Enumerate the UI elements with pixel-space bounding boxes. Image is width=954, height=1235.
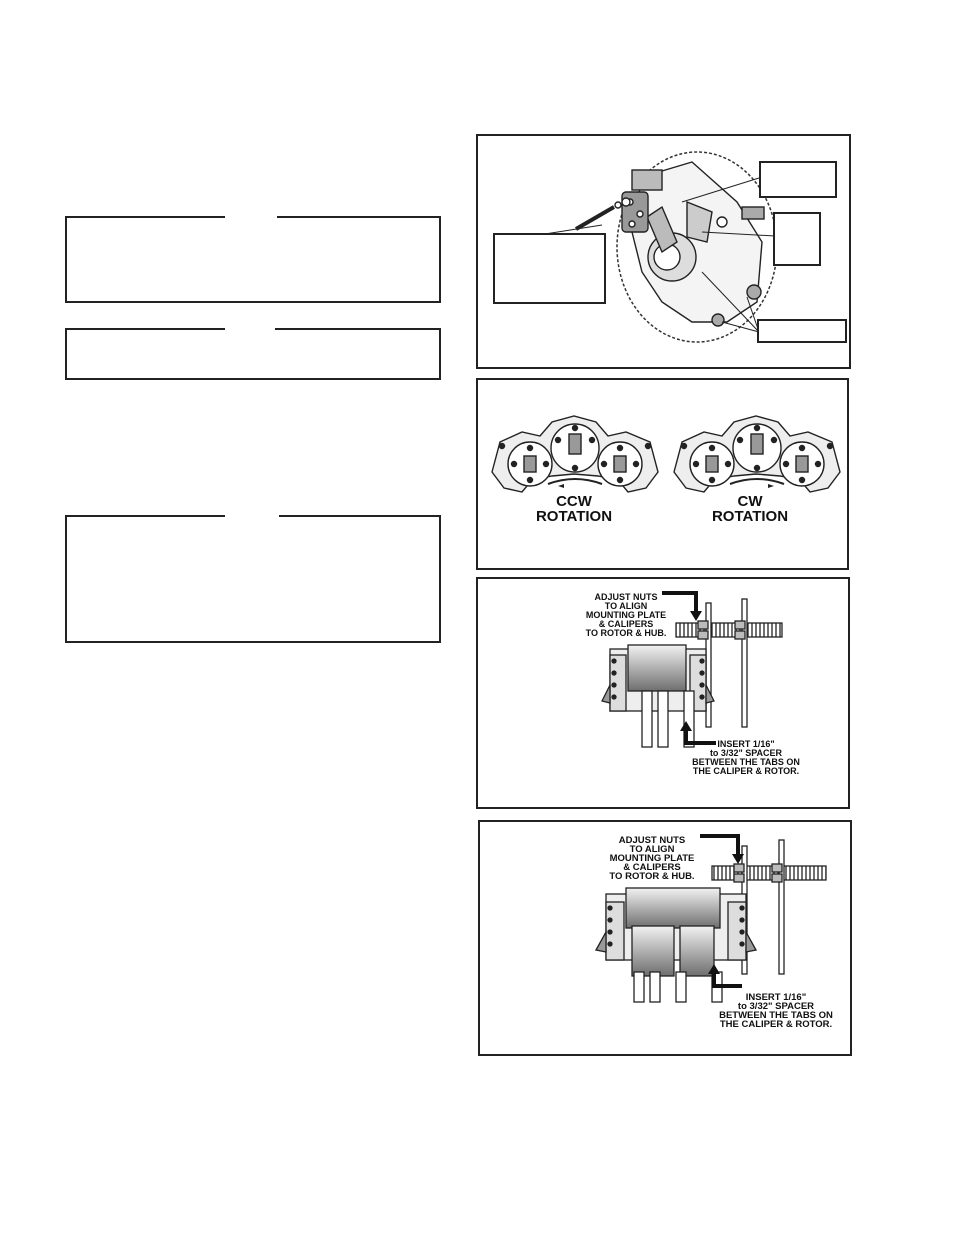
callout-label-middle-right xyxy=(773,212,821,266)
warning-box-title-gap xyxy=(225,215,277,221)
adjust-note-line-2: TO ALIGN xyxy=(604,601,648,611)
spacer-note-line-1: INSERT 1/16" xyxy=(745,992,807,1003)
dual-caliper-illustration xyxy=(480,822,854,1058)
adjust-note-line-1: ADJUST NUTS xyxy=(618,835,686,846)
spacer-note-line-2: to 3/32" SPACER xyxy=(737,1001,815,1012)
adjust-note-line-4: & CALIPERS xyxy=(623,862,681,873)
figure-dual-caliper-alignment xyxy=(478,820,852,1056)
callout-label-bottom-right xyxy=(757,319,847,343)
rotation-illustration xyxy=(478,380,851,572)
callout-label-top-right xyxy=(759,161,837,198)
caution-box xyxy=(65,328,441,380)
cw-label-line1: CW xyxy=(737,493,763,510)
caution-box-title-gap xyxy=(225,327,275,333)
ccw-label-line1: CCW xyxy=(556,493,592,510)
spacer-note-line-2: to 3/32" SPACER xyxy=(709,748,783,758)
adjust-note-line-5: TO ROTOR & HUB. xyxy=(585,628,667,638)
callout-label-left xyxy=(493,233,606,304)
spacer-note-line-1: INSERT 1/16" xyxy=(717,739,775,749)
spacer-note-line-3: BETWEEN THE TABS ON xyxy=(692,757,800,767)
adjust-note-line-3: MOUNTING PLATE xyxy=(609,853,695,864)
figure-brake-assembly xyxy=(476,134,851,369)
adjust-note-line-3: MOUNTING PLATE xyxy=(585,610,667,620)
adjust-note-line-4: & CALIPERS xyxy=(598,619,654,629)
cw-label-line2: ROTATION xyxy=(711,508,789,525)
figure-rotation xyxy=(476,378,849,570)
adjust-arrow-icon xyxy=(690,611,702,621)
spacer-note-line-4: THE CALIPER & ROTOR. xyxy=(719,1019,833,1030)
spacer-note-line-4: THE CALIPER & ROTOR. xyxy=(692,766,800,776)
note-box xyxy=(65,515,441,643)
note-box-title-gap xyxy=(225,514,279,520)
figure-single-caliper-alignment xyxy=(476,577,850,809)
ccw-label-line2: ROTATION xyxy=(535,508,613,525)
adjust-note-line-2: TO ALIGN xyxy=(629,844,675,855)
warning-box xyxy=(65,216,441,303)
cw-arrow-icon xyxy=(768,484,774,488)
single-caliper-illustration xyxy=(478,579,852,811)
adjust-note-line-1: ADJUST NUTS xyxy=(594,592,658,602)
adjust-note-line-5: TO ROTOR & HUB. xyxy=(609,871,695,882)
spacer-note-line-3: BETWEEN THE TABS ON xyxy=(719,1010,833,1021)
ccw-arrow-icon xyxy=(558,484,564,488)
